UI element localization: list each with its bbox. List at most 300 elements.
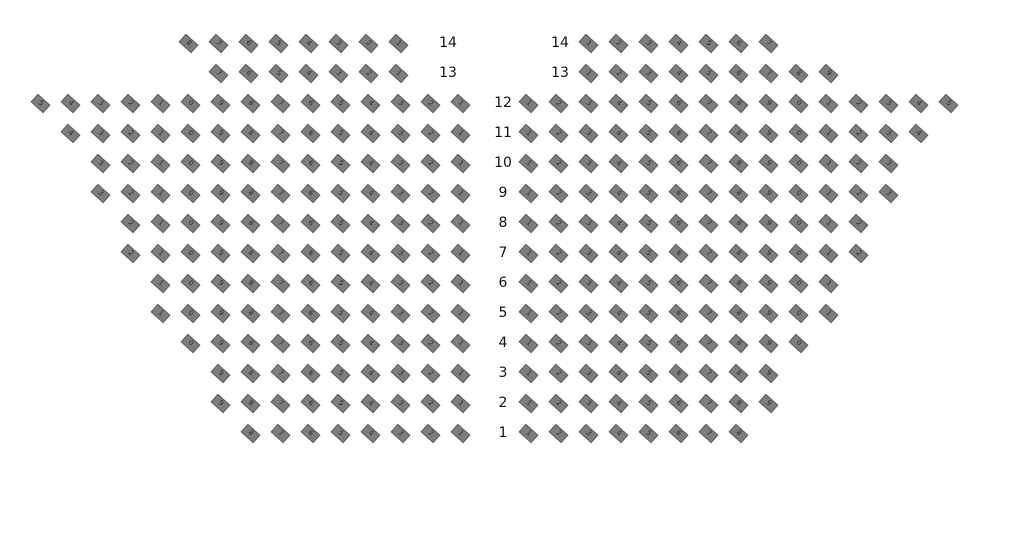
- seat-8-L1[interactable]: [451, 214, 471, 234]
- seat-10-R9[interactable]: [759, 154, 779, 174]
- seat-9-R13[interactable]: [879, 184, 899, 204]
- seat-1-L7[interactable]: [271, 424, 291, 444]
- seat-6-L10[interactable]: [181, 274, 201, 294]
- seat-11-L11[interactable]: [151, 124, 171, 144]
- seat-12-L15[interactable]: [31, 94, 51, 114]
- seat-9-R10[interactable]: [789, 184, 809, 204]
- seat-3-R3[interactable]: [579, 364, 599, 384]
- seat-5-L6[interactable]: [301, 304, 321, 324]
- seat-9-R6[interactable]: [669, 184, 689, 204]
- seat-11-L3[interactable]: [391, 124, 411, 144]
- seat-12-L11[interactable]: [151, 94, 171, 114]
- seat-2-R4[interactable]: [609, 394, 629, 414]
- seat-13-L1[interactable]: [389, 64, 409, 84]
- seat-4-L3[interactable]: [391, 334, 411, 354]
- seat-11-R2[interactable]: [549, 124, 569, 144]
- seat-14-R7[interactable]: [759, 34, 779, 54]
- seat-13-R4[interactable]: [669, 64, 689, 84]
- seat-10-L7[interactable]: [271, 154, 291, 174]
- seat-5-R6[interactable]: [669, 304, 689, 324]
- seat-3-L4[interactable]: [361, 364, 381, 384]
- seat-1-L1[interactable]: [451, 424, 471, 444]
- seat-9-L9[interactable]: [211, 184, 231, 204]
- seat-14-R3[interactable]: [639, 34, 659, 54]
- seat-12-L14[interactable]: [61, 94, 81, 114]
- seat-12-L8[interactable]: [241, 94, 261, 114]
- seat-5-L1[interactable]: [451, 304, 471, 324]
- seat-14-L3[interactable]: [329, 34, 349, 54]
- seat-14-L2[interactable]: [359, 34, 379, 54]
- seat-6-L8[interactable]: [241, 274, 261, 294]
- seat-12-L6[interactable]: [301, 94, 321, 114]
- seat-4-L8[interactable]: [241, 334, 261, 354]
- seat-8-L10[interactable]: [181, 214, 201, 234]
- seat-1-R7[interactable]: [699, 424, 719, 444]
- seat-11-R8[interactable]: [729, 124, 749, 144]
- seat-12-R5[interactable]: [639, 94, 659, 114]
- seat-3-R9[interactable]: [759, 364, 779, 384]
- seat-2-R7[interactable]: [699, 394, 719, 414]
- seat-3-R7[interactable]: [699, 364, 719, 384]
- seat-7-R11[interactable]: [819, 244, 839, 264]
- seat-14-L4[interactable]: [299, 34, 319, 54]
- seat-4-R8[interactable]: [729, 334, 749, 354]
- seat-9-R11[interactable]: [819, 184, 839, 204]
- seat-3-L1[interactable]: [451, 364, 471, 384]
- seat-14-R2[interactable]: [609, 34, 629, 54]
- seat-13-L5[interactable]: [269, 64, 289, 84]
- seat-11-L2[interactable]: [421, 124, 441, 144]
- seat-6-L1[interactable]: [451, 274, 471, 294]
- seat-2-R6[interactable]: [669, 394, 689, 414]
- seat-11-L1[interactable]: [451, 124, 471, 144]
- seat-7-L8[interactable]: [241, 244, 261, 264]
- seat-1-R8[interactable]: [729, 424, 749, 444]
- seat-1-L6[interactable]: [301, 424, 321, 444]
- seat-13-L2[interactable]: [359, 64, 379, 84]
- seat-14-L1[interactable]: [389, 34, 409, 54]
- seat-8-R3[interactable]: [579, 214, 599, 234]
- seat-8-R8[interactable]: [729, 214, 749, 234]
- seat-10-L6[interactable]: [301, 154, 321, 174]
- seat-13-L6[interactable]: [239, 64, 259, 84]
- seat-1-R3[interactable]: [579, 424, 599, 444]
- seat-8-R7[interactable]: [699, 214, 719, 234]
- seat-6-R11[interactable]: [819, 274, 839, 294]
- seat-9-R3[interactable]: [579, 184, 599, 204]
- seat-8-L7[interactable]: [271, 214, 291, 234]
- seat-6-R1[interactable]: [519, 274, 539, 294]
- seat-12-L5[interactable]: [331, 94, 351, 114]
- seat-1-R5[interactable]: [639, 424, 659, 444]
- seat-5-L4[interactable]: [361, 304, 381, 324]
- seat-13-R9[interactable]: [819, 64, 839, 84]
- seat-7-L2[interactable]: [421, 244, 441, 264]
- seat-10-R10[interactable]: [789, 154, 809, 174]
- seat-4-L7[interactable]: [271, 334, 291, 354]
- seat-12-R11[interactable]: [819, 94, 839, 114]
- seat-14-L6[interactable]: [239, 34, 259, 54]
- seat-13-L3[interactable]: [329, 64, 349, 84]
- seat-4-R4[interactable]: [609, 334, 629, 354]
- seat-8-L8[interactable]: [241, 214, 261, 234]
- seat-6-R5[interactable]: [639, 274, 659, 294]
- seat-12-R8[interactable]: [729, 94, 749, 114]
- seat-10-L9[interactable]: [211, 154, 231, 174]
- seat-11-R1[interactable]: [519, 124, 539, 144]
- seat-5-L7[interactable]: [271, 304, 291, 324]
- seat-6-R4[interactable]: [609, 274, 629, 294]
- seat-1-R4[interactable]: [609, 424, 629, 444]
- seat-8-L2[interactable]: [421, 214, 441, 234]
- seat-10-R1[interactable]: [519, 154, 539, 174]
- seat-8-L9[interactable]: [211, 214, 231, 234]
- seat-5-R5[interactable]: [639, 304, 659, 324]
- seat-10-R7[interactable]: [699, 154, 719, 174]
- seat-7-L11[interactable]: [151, 244, 171, 264]
- seat-3-R2[interactable]: [549, 364, 569, 384]
- seat-8-R6[interactable]: [669, 214, 689, 234]
- seat-2-L4[interactable]: [361, 394, 381, 414]
- seat-4-R10[interactable]: [789, 334, 809, 354]
- seat-4-L10[interactable]: [181, 334, 201, 354]
- seat-7-R4[interactable]: [609, 244, 629, 264]
- seat-4-L9[interactable]: [211, 334, 231, 354]
- seat-12-R15[interactable]: [939, 94, 959, 114]
- seat-13-L7[interactable]: [209, 64, 229, 84]
- seat-7-R3[interactable]: [579, 244, 599, 264]
- seat-9-L2[interactable]: [421, 184, 441, 204]
- seat-8-R11[interactable]: [819, 214, 839, 234]
- seat-7-L7[interactable]: [271, 244, 291, 264]
- seat-2-R3[interactable]: [579, 394, 599, 414]
- seat-9-R1[interactable]: [519, 184, 539, 204]
- seat-10-R6[interactable]: [669, 154, 689, 174]
- seat-11-R6[interactable]: [669, 124, 689, 144]
- seat-9-L5[interactable]: [331, 184, 351, 204]
- seat-3-R8[interactable]: [729, 364, 749, 384]
- seat-8-L12[interactable]: [121, 214, 141, 234]
- seat-12-R2[interactable]: [549, 94, 569, 114]
- seat-8-L5[interactable]: [331, 214, 351, 234]
- seat-9-L10[interactable]: [181, 184, 201, 204]
- seat-10-L8[interactable]: [241, 154, 261, 174]
- seat-7-L1[interactable]: [451, 244, 471, 264]
- seat-12-R3[interactable]: [579, 94, 599, 114]
- seat-14-L7[interactable]: [209, 34, 229, 54]
- seat-6-L6[interactable]: [301, 274, 321, 294]
- seat-5-L9[interactable]: [211, 304, 231, 324]
- seat-13-R3[interactable]: [639, 64, 659, 84]
- seat-9-R5[interactable]: [639, 184, 659, 204]
- seat-12-R1[interactable]: [519, 94, 539, 114]
- seat-7-L5[interactable]: [331, 244, 351, 264]
- seat-11-L13[interactable]: [91, 124, 111, 144]
- seat-11-L10[interactable]: [181, 124, 201, 144]
- seat-7-R12[interactable]: [849, 244, 869, 264]
- seat-2-L2[interactable]: [421, 394, 441, 414]
- seat-4-L4[interactable]: [361, 334, 381, 354]
- seat-1-L8[interactable]: [241, 424, 261, 444]
- seat-13-L4[interactable]: [299, 64, 319, 84]
- seat-10-R12[interactable]: [849, 154, 869, 174]
- seat-10-L10[interactable]: [181, 154, 201, 174]
- seat-3-L7[interactable]: [271, 364, 291, 384]
- seat-11-L12[interactable]: [121, 124, 141, 144]
- seat-6-R3[interactable]: [579, 274, 599, 294]
- seat-12-R12[interactable]: [849, 94, 869, 114]
- seat-1-R2[interactable]: [549, 424, 569, 444]
- seat-9-L12[interactable]: [121, 184, 141, 204]
- seat-9-L7[interactable]: [271, 184, 291, 204]
- seat-9-R8[interactable]: [729, 184, 749, 204]
- seat-3-L2[interactable]: [421, 364, 441, 384]
- seat-11-L14[interactable]: [61, 124, 81, 144]
- seat-7-R7[interactable]: [699, 244, 719, 264]
- seat-4-R1[interactable]: [519, 334, 539, 354]
- seat-7-R5[interactable]: [639, 244, 659, 264]
- seat-6-R2[interactable]: [549, 274, 569, 294]
- seat-10-R4[interactable]: [609, 154, 629, 174]
- seat-7-L6[interactable]: [301, 244, 321, 264]
- seat-7-R10[interactable]: [789, 244, 809, 264]
- seat-9-L11[interactable]: [151, 184, 171, 204]
- seat-2-R8[interactable]: [729, 394, 749, 414]
- seat-8-R10[interactable]: [789, 214, 809, 234]
- seat-11-R13[interactable]: [879, 124, 899, 144]
- seat-4-R6[interactable]: [669, 334, 689, 354]
- seat-11-R11[interactable]: [819, 124, 839, 144]
- seat-5-R2[interactable]: [549, 304, 569, 324]
- seat-10-L5[interactable]: [331, 154, 351, 174]
- seat-6-R10[interactable]: [789, 274, 809, 294]
- seat-12-L4[interactable]: [361, 94, 381, 114]
- seat-8-R4[interactable]: [609, 214, 629, 234]
- seat-3-L6[interactable]: [301, 364, 321, 384]
- seat-12-R13[interactable]: [879, 94, 899, 114]
- seat-13-R7[interactable]: [759, 64, 779, 84]
- seat-10-L2[interactable]: [421, 154, 441, 174]
- seat-10-L3[interactable]: [391, 154, 411, 174]
- seat-2-R2[interactable]: [549, 394, 569, 414]
- seat-11-L9[interactable]: [211, 124, 231, 144]
- seat-9-L8[interactable]: [241, 184, 261, 204]
- seat-11-R4[interactable]: [609, 124, 629, 144]
- seat-7-R8[interactable]: [729, 244, 749, 264]
- seat-9-R9[interactable]: [759, 184, 779, 204]
- seat-6-L9[interactable]: [211, 274, 231, 294]
- seat-10-L4[interactable]: [361, 154, 381, 174]
- seat-6-L7[interactable]: [271, 274, 291, 294]
- seat-13-R1[interactable]: [579, 64, 599, 84]
- seat-9-L3[interactable]: [391, 184, 411, 204]
- seat-11-R7[interactable]: [699, 124, 719, 144]
- seat-4-R5[interactable]: [639, 334, 659, 354]
- seat-7-R2[interactable]: [549, 244, 569, 264]
- seat-7-R9[interactable]: [759, 244, 779, 264]
- seat-13-R8[interactable]: [789, 64, 809, 84]
- seat-12-R7[interactable]: [699, 94, 719, 114]
- seat-11-R12[interactable]: [849, 124, 869, 144]
- seat-13-R2[interactable]: [609, 64, 629, 84]
- seat-2-L9[interactable]: [211, 394, 231, 414]
- seat-3-L3[interactable]: [391, 364, 411, 384]
- seat-2-R1[interactable]: [519, 394, 539, 414]
- seat-8-L4[interactable]: [361, 214, 381, 234]
- seat-14-R6[interactable]: [729, 34, 749, 54]
- seat-9-R7[interactable]: [699, 184, 719, 204]
- seat-12-R14[interactable]: [909, 94, 929, 114]
- seat-12-L10[interactable]: [181, 94, 201, 114]
- seat-7-L10[interactable]: [181, 244, 201, 264]
- seat-10-R8[interactable]: [729, 154, 749, 174]
- seat-7-L4[interactable]: [361, 244, 381, 264]
- seat-8-L11[interactable]: [151, 214, 171, 234]
- seat-7-L3[interactable]: [391, 244, 411, 264]
- seat-12-L2[interactable]: [421, 94, 441, 114]
- seat-3-L9[interactable]: [211, 364, 231, 384]
- seat-6-L2[interactable]: [421, 274, 441, 294]
- seat-9-L6[interactable]: [301, 184, 321, 204]
- seat-4-R2[interactable]: [549, 334, 569, 354]
- seat-7-L12[interactable]: [121, 244, 141, 264]
- seat-4-L6[interactable]: [301, 334, 321, 354]
- seat-3-R4[interactable]: [609, 364, 629, 384]
- seat-9-L1[interactable]: [451, 184, 471, 204]
- seat-9-L4[interactable]: [361, 184, 381, 204]
- seat-2-L8[interactable]: [241, 394, 261, 414]
- seat-10-R11[interactable]: [819, 154, 839, 174]
- seat-14-R1[interactable]: [579, 34, 599, 54]
- seat-11-L8[interactable]: [241, 124, 261, 144]
- seat-3-R5[interactable]: [639, 364, 659, 384]
- seat-11-R14[interactable]: [909, 124, 929, 144]
- seat-10-L1[interactable]: [451, 154, 471, 174]
- seat-5-L5[interactable]: [331, 304, 351, 324]
- seat-4-R9[interactable]: [759, 334, 779, 354]
- seat-3-R6[interactable]: [669, 364, 689, 384]
- seat-12-L12[interactable]: [121, 94, 141, 114]
- seat-11-R3[interactable]: [579, 124, 599, 144]
- seat-10-L11[interactable]: [151, 154, 171, 174]
- seat-9-R4[interactable]: [609, 184, 629, 204]
- seat-8-R12[interactable]: [849, 214, 869, 234]
- seat-2-R9[interactable]: [759, 394, 779, 414]
- seat-8-R9[interactable]: [759, 214, 779, 234]
- seat-8-L3[interactable]: [391, 214, 411, 234]
- seat-12-L13[interactable]: [91, 94, 111, 114]
- seat-6-R9[interactable]: [759, 274, 779, 294]
- seat-5-R3[interactable]: [579, 304, 599, 324]
- seat-10-L13[interactable]: [91, 154, 111, 174]
- seat-12-R10[interactable]: [789, 94, 809, 114]
- seat-3-L5[interactable]: [331, 364, 351, 384]
- seat-9-R12[interactable]: [849, 184, 869, 204]
- seat-7-R1[interactable]: [519, 244, 539, 264]
- seat-5-L8[interactable]: [241, 304, 261, 324]
- seat-5-R1[interactable]: [519, 304, 539, 324]
- seat-2-L5[interactable]: [331, 394, 351, 414]
- seat-5-L11[interactable]: [151, 304, 171, 324]
- seat-7-L9[interactable]: [211, 244, 231, 264]
- seat-8-R2[interactable]: [549, 214, 569, 234]
- seat-1-R6[interactable]: [669, 424, 689, 444]
- seat-3-R1[interactable]: [519, 364, 539, 384]
- seat-4-R7[interactable]: [699, 334, 719, 354]
- seat-2-L1[interactable]: [451, 394, 471, 414]
- seat-6-R7[interactable]: [699, 274, 719, 294]
- seat-4-R3[interactable]: [579, 334, 599, 354]
- seat-14-L8[interactable]: [179, 34, 199, 54]
- seat-10-L12[interactable]: [121, 154, 141, 174]
- seat-4-L1[interactable]: [451, 334, 471, 354]
- seat-12-L3[interactable]: [391, 94, 411, 114]
- seat-9-L13[interactable]: [91, 184, 111, 204]
- seat-11-L5[interactable]: [331, 124, 351, 144]
- seat-5-R4[interactable]: [609, 304, 629, 324]
- seat-12-R6[interactable]: [669, 94, 689, 114]
- seat-11-L4[interactable]: [361, 124, 381, 144]
- seat-11-L6[interactable]: [301, 124, 321, 144]
- seat-1-L5[interactable]: [331, 424, 351, 444]
- seat-4-L2[interactable]: [421, 334, 441, 354]
- seat-5-R10[interactable]: [789, 304, 809, 324]
- seat-1-R1[interactable]: [519, 424, 539, 444]
- seat-11-R10[interactable]: [789, 124, 809, 144]
- seat-12-R4[interactable]: [609, 94, 629, 114]
- seat-12-R9[interactable]: [759, 94, 779, 114]
- seat-2-L7[interactable]: [271, 394, 291, 414]
- seat-9-R2[interactable]: [549, 184, 569, 204]
- seat-14-R5[interactable]: [699, 34, 719, 54]
- seat-6-L5[interactable]: [331, 274, 351, 294]
- seat-5-R8[interactable]: [729, 304, 749, 324]
- seat-8-L6[interactable]: [301, 214, 321, 234]
- seat-5-R11[interactable]: [819, 304, 839, 324]
- seat-4-L5[interactable]: [331, 334, 351, 354]
- seat-8-R5[interactable]: [639, 214, 659, 234]
- seat-1-L2[interactable]: [421, 424, 441, 444]
- seat-12-L7[interactable]: [271, 94, 291, 114]
- seat-12-L1[interactable]: [451, 94, 471, 114]
- seat-1-L4[interactable]: [361, 424, 381, 444]
- seat-2-L3[interactable]: [391, 394, 411, 414]
- seat-6-R8[interactable]: [729, 274, 749, 294]
- seat-2-L6[interactable]: [301, 394, 321, 414]
- seat-10-R3[interactable]: [579, 154, 599, 174]
- seat-13-R5[interactable]: [699, 64, 719, 84]
- seat-5-L3[interactable]: [391, 304, 411, 324]
- seat-6-L11[interactable]: [151, 274, 171, 294]
- seat-13-R6[interactable]: [729, 64, 749, 84]
- seat-5-R7[interactable]: [699, 304, 719, 324]
- seat-6-L4[interactable]: [361, 274, 381, 294]
- seat-14-R4[interactable]: [669, 34, 689, 54]
- seat-5-L10[interactable]: [181, 304, 201, 324]
- seat-10-R13[interactable]: [879, 154, 899, 174]
- seat-6-L3[interactable]: [391, 274, 411, 294]
- seat-12-L9[interactable]: [211, 94, 231, 114]
- seat-6-R6[interactable]: [669, 274, 689, 294]
- seat-14-L5[interactable]: [269, 34, 289, 54]
- seat-2-R5[interactable]: [639, 394, 659, 414]
- seat-5-L2[interactable]: [421, 304, 441, 324]
- seat-5-R9[interactable]: [759, 304, 779, 324]
- seat-8-R1[interactable]: [519, 214, 539, 234]
- seat-11-R5[interactable]: [639, 124, 659, 144]
- seat-1-L3[interactable]: [391, 424, 411, 444]
- seat-3-L8[interactable]: [241, 364, 261, 384]
